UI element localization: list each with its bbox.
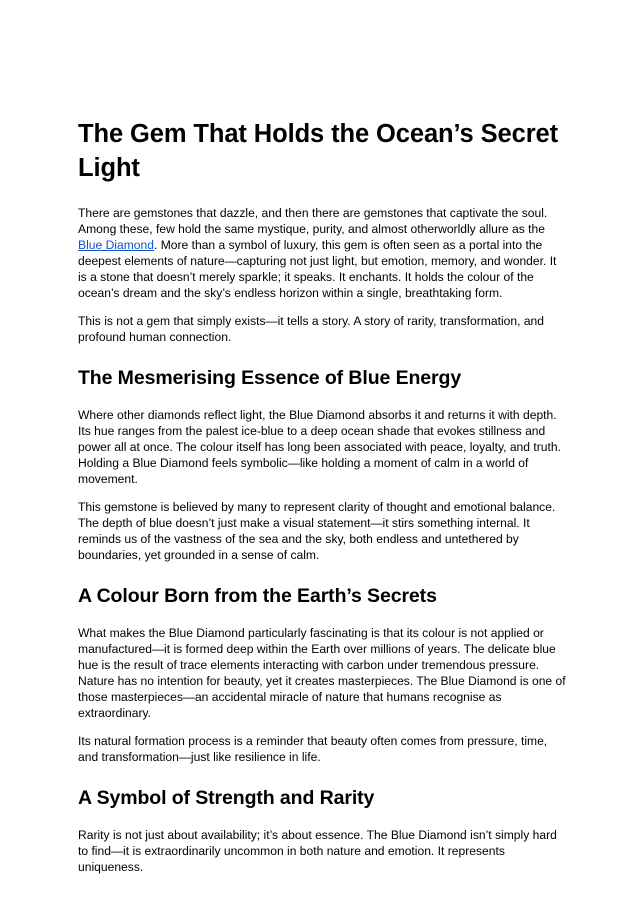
section-paragraph: Where other diamonds reflect light, the Blue Diamond absorbs it and returns it with depth. Its hue ranges from the palest ice-blue to a deep ocean shade that evokes stillness and power all at once. The colour itself has long been associated with peace, loyalty, and truth. Holding a Blue Diamond feels symbolic—like holding a moment of calm in a world of movement. — [78, 408, 561, 486]
section-paragraph: What makes the Blue Diamond particularly fascinating is that its colour is not applied or manufactured—it is formed deep within the Earth over millions of years. The delicate blue hue is the result of trace elements interacting with carbon under tremendous pressure. Nature has no intention for beauty, yet it creates masterpieces. The Blue Diamond is one of those masterpieces—an accidental miracle of nature that humans recognise as extraordinary. — [78, 626, 566, 720]
document-page — [78, 117, 568, 887]
intro-paragraph-2: This is not a gem that simply exists—it tells a story. A story of rarity, transformation, and profound human connection. — [78, 314, 544, 344]
section-paragraph: Rarity is not just about availability; it’s about essence. The Blue Diamond isn’t simply hard to find—it is extraordinarily uncommon in both nature and emotion. It represents uniqueness. — [78, 828, 557, 874]
section-heading-earth-secrets: A Colour Born from the Earth’s Secrets — [78, 585, 437, 607]
intro-paragraph-1 — [78, 205, 568, 301]
section-heading-strength-rarity: A Symbol of Strength and Rarity — [78, 787, 375, 809]
page-title: The Gem That Holds the Ocean’s Secret Light — [78, 120, 558, 182]
intro-text-before-link: There are gemstones that dazzle, and then there are gemstones that captivate the soul. Among these, few hold the same mystique, purity, and almost otherworldly allure as the — [78, 206, 548, 236]
blue-diamond-link[interactable]: Blue Diamond — [78, 238, 154, 252]
section-paragraph: This gemstone is believed by many to represent clarity of thought and emotional balance. The depth of blue doesn’t just make a visual statement—it stirs something internal. It reminds us of the vastness of the sea and the sky, both endless and untethered by boundaries, yet grounded in a sense of calm. — [78, 500, 556, 562]
section-heading-blue-energy: The Mesmerising Essence of Blue Energy — [78, 367, 462, 389]
intro-text-after-link: . More than a symbol of luxury, this gem is often seen as a portal into the deepest elements of nature—capturing not just light, but emotion, memory, and wonder. It is a stone that doesn’t merely sparkle; it speaks. It enchants. It holds the colour of the ocean’s dream and the sky’s endless horizon within a single, breathtaking form. — [78, 238, 557, 300]
section-paragraph: Its natural formation process is a reminder that beauty often comes from pressure, time, and transformation—just like resilience in life. — [78, 734, 548, 764]
